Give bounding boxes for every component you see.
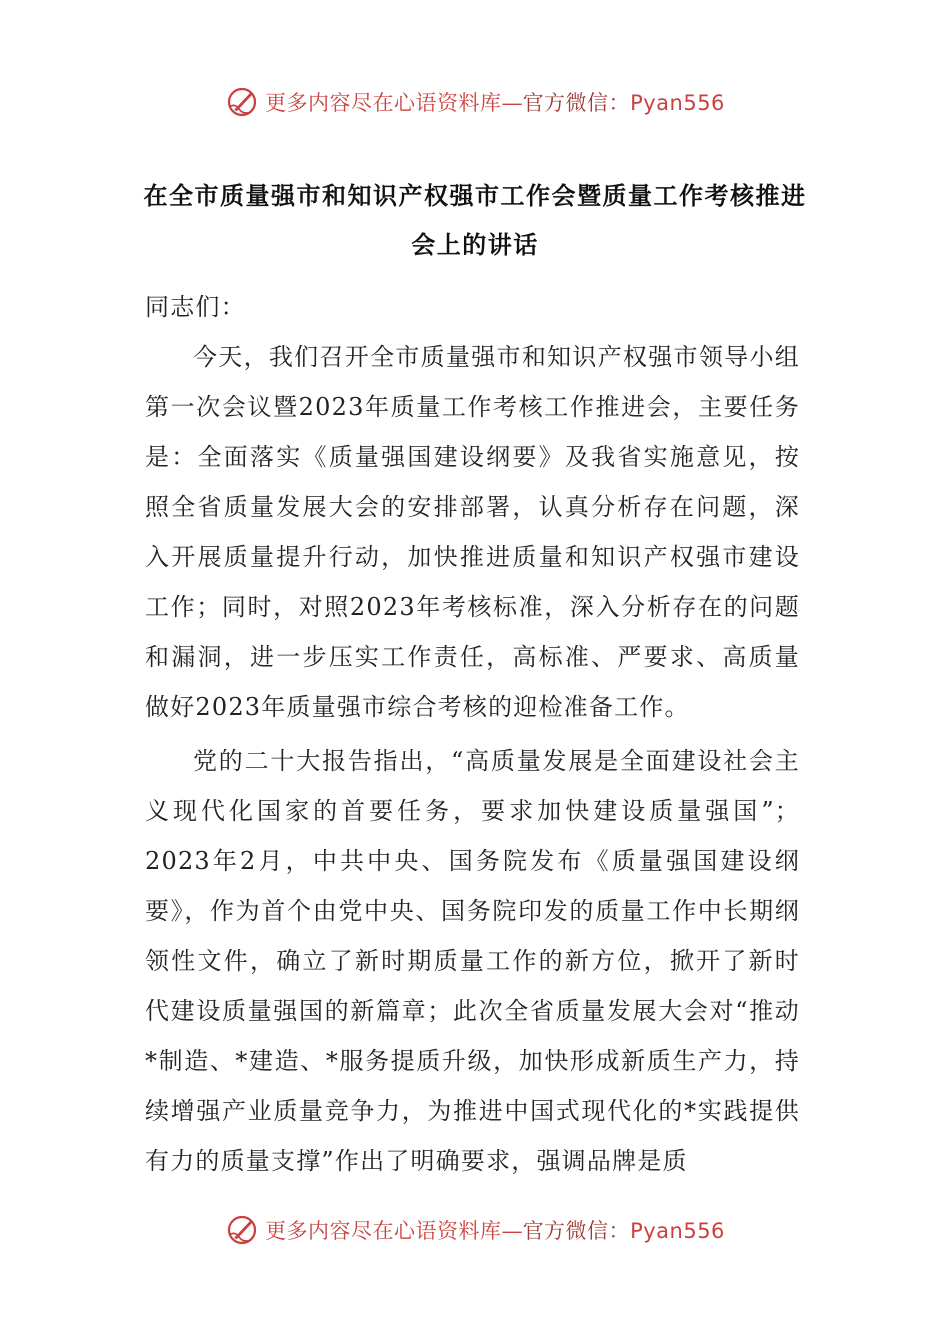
quill-pen-logo-icon [225, 85, 259, 119]
watermark-prefix: 更多内容尽在心语资料库 [265, 1219, 502, 1243]
document-body [145, 282, 800, 1186]
paragraph-1: 今天，我们召开全市质量强市和知识产权强市领导小组第一次会议暨2023年质量工作考核工作推进会，主要任务是：全面落实《质量强国建设纲要》及我省实施意见，按照全省质量发展大会的安排部署，认真分析存在问题，深入开展质量提升行动，加快推进质量和知识产权强市建设工作；同时，对照2023年考核标准，深入分析存在的问题和漏洞，进一步压实工作责任，高标准、严要求、高质量做好2023年质量强市综合考核的迎检准备工作。 [145, 343, 800, 721]
watermark-account: Pyan556 [630, 91, 725, 115]
watermark-dash: — [501, 1219, 523, 1243]
watermark-official-label: 官方微信： [522, 1219, 631, 1243]
paragraph-2: 党的二十大报告指出，“高质量发展是全面建设社会主义现代化国家的首要任务，要求加快建设质量强国”；2023年2月，中共中央、国务院发布《质量强国建设纲要》，作为首个由党中央、国务院印发的质量工作中长期纲领性文件，确立了新时期质量工作的新方位，掀开了新时代建设质量强国的新篇章；此次全省质量发展大会对“推动*制造、*建造、*服务提质升级，加快形成新质生产力，持续增强产业质量竞争力，为推进中国式现代化的*实践提供有力的质量支撑”作出了明确要求，强调品牌是质 [145, 747, 800, 1175]
watermark-footer [0, 1208, 950, 1252]
watermark-prefix: 更多内容尽在心语资料库 [265, 91, 502, 115]
document-title: 在全市质量强市和知识产权强市工作会暨质量工作考核推进会上的讲话 [143, 182, 807, 259]
salutation: 同志们： [145, 293, 246, 321]
quill-pen-logo-icon [225, 1213, 259, 1247]
watermark-text [265, 87, 725, 117]
watermark-account: Pyan556 [630, 1219, 725, 1243]
watermark-dash: — [501, 91, 523, 115]
watermark-text [265, 1215, 725, 1245]
watermark-header [0, 80, 950, 124]
watermark-official-label: 官方微信： [522, 91, 631, 115]
